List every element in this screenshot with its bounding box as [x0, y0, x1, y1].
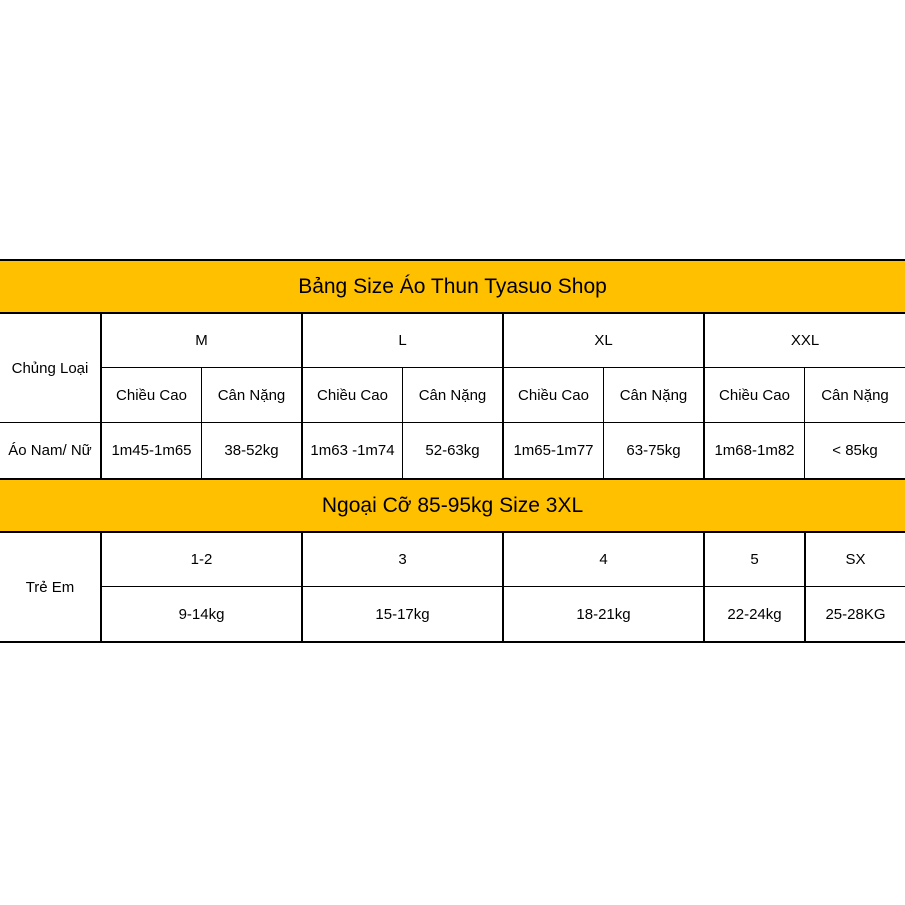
kids-weight-cell: 22-24kg: [703, 587, 804, 641]
table-cell: 1m65-1m77: [502, 423, 603, 478]
sub-header-weight: Cân Nặng: [402, 368, 502, 423]
kids-row-label: Trẻ Em: [25, 578, 75, 596]
size-chart: [0, 259, 905, 643]
size-m-header: M: [100, 314, 301, 368]
kids-size-header: 4: [502, 533, 703, 587]
size-chart-title: Bảng Size Áo Thun Tyasuo Shop: [0, 259, 905, 314]
sub-header-weight: Cân Nặng: [804, 368, 905, 423]
size-xl-header: XL: [502, 314, 703, 368]
sub-header-weight: Cân Nặng: [603, 368, 703, 423]
kids-weight-cell: 15-17kg: [301, 587, 502, 641]
sub-header-height: Chiều Cao: [703, 368, 804, 423]
table-cell: 1m68-1m82: [703, 423, 804, 478]
size-l-header: L: [301, 314, 502, 368]
oversize-note: Ngoại Cỡ 85-95kg Size 3XL: [0, 480, 905, 533]
size-xxl-header: XXL: [703, 314, 905, 368]
kids-size-header: SX: [804, 533, 905, 587]
table-cell: 63-75kg: [603, 423, 703, 478]
sub-header-weight: Cân Nặng: [201, 368, 301, 423]
table-cell: 1m63 -1m74: [301, 423, 402, 478]
table-cell: 38-52kg: [201, 423, 301, 478]
kids-weight-cell: 9-14kg: [100, 587, 301, 641]
kids-section: [0, 533, 905, 643]
category-label: Chủng Loại: [0, 314, 100, 423]
kids-size-header: 3: [301, 533, 502, 587]
adult-section: [0, 314, 905, 480]
table-cell: 52-63kg: [402, 423, 502, 478]
kids-weight-cell: 25-28KG: [804, 587, 905, 641]
sub-header-height: Chiều Cao: [100, 368, 201, 423]
sub-header-height: Chiều Cao: [502, 368, 603, 423]
kids-size-header: 5: [703, 533, 804, 587]
kids-weight-cell: 18-21kg: [502, 587, 703, 641]
table-cell: 1m45-1m65: [100, 423, 201, 478]
sub-header-height: Chiều Cao: [301, 368, 402, 423]
adult-row-label: Áo Nam/ Nữ: [8, 442, 92, 459]
kids-size-header: 1-2: [100, 533, 301, 587]
table-cell: < 85kg: [804, 423, 905, 478]
